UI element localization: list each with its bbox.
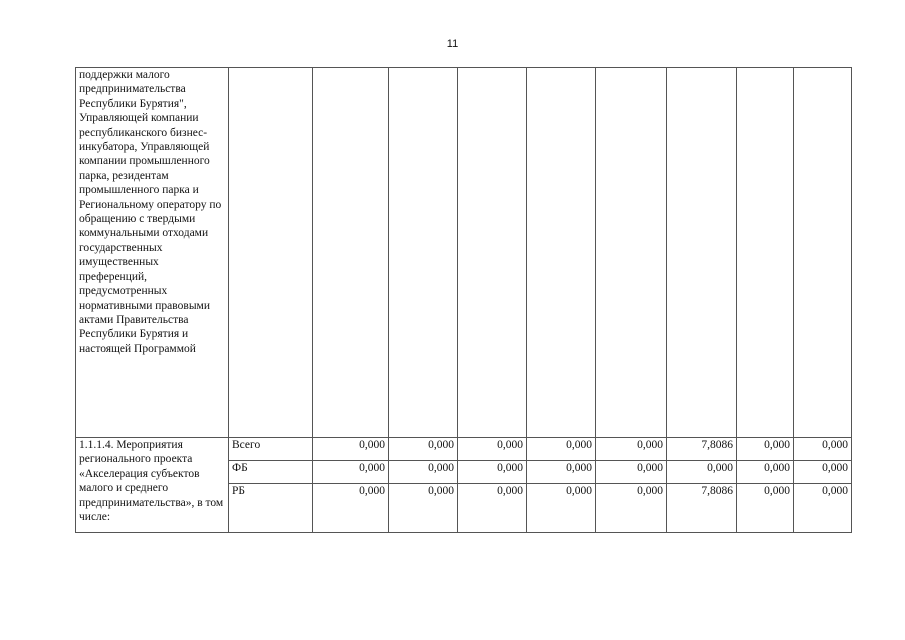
value-cell: 0,000	[313, 438, 389, 461]
empty-cell	[596, 68, 667, 438]
page-number: 11	[446, 38, 459, 50]
value-cell: 0,000	[596, 484, 667, 533]
empty-cell	[737, 68, 794, 438]
value-cell: 7,8086	[667, 484, 737, 533]
continuation-description: поддержки малого предпринимательства Республики Бурятия", Управляющей компании республиканского бизнес-инкубатора, Управляющей компании промышленного парка, резидентам промышленного парка и Региональному оператору по обращению с твердыми коммунальными отходами государственных имущественных преференций, предусмотренных нормативными правовыми актами Правительства Республики Бурятия и настоящей Программой	[76, 68, 229, 438]
value-cell: 0,000	[737, 438, 794, 461]
value-cell: 0,000	[737, 484, 794, 533]
empty-cell	[667, 68, 737, 438]
empty-cell	[794, 68, 852, 438]
funding-source: РБ	[229, 484, 313, 533]
value-cell: 0,000	[458, 461, 527, 484]
value-cell: 0,000	[794, 484, 852, 533]
empty-cell	[527, 68, 596, 438]
measure-description: 1.1.1.4. Мероприятия регионального проекта «Акселерация субъектов малого и среднего предпринимательства», в том числе:	[76, 438, 229, 533]
value-cell: 0,000	[596, 461, 667, 484]
table-row-total	[76, 438, 852, 461]
value-cell: 0,000	[389, 461, 458, 484]
value-cell: 0,000	[737, 461, 794, 484]
value-cell: 0,000	[527, 438, 596, 461]
funding-source: ФБ	[229, 461, 313, 484]
value-cell: 0,000	[527, 484, 596, 533]
table-row-continuation	[76, 68, 852, 438]
empty-cell	[229, 68, 313, 438]
empty-cell	[389, 68, 458, 438]
value-cell: 0,000	[313, 484, 389, 533]
value-cell: 0,000	[794, 438, 852, 461]
value-cell: 0,000	[458, 484, 527, 533]
value-cell: 0,000	[527, 461, 596, 484]
value-cell: 0,000	[667, 461, 737, 484]
value-cell: 0,000	[596, 438, 667, 461]
value-cell: 0,000	[458, 438, 527, 461]
value-cell: 0,000	[389, 438, 458, 461]
empty-cell	[313, 68, 389, 438]
value-cell: 0,000	[389, 484, 458, 533]
funding-source: Всего	[229, 438, 313, 461]
empty-cell	[458, 68, 527, 438]
budget-table	[75, 67, 852, 533]
value-cell: 0,000	[313, 461, 389, 484]
value-cell: 0,000	[794, 461, 852, 484]
value-cell: 7,8086	[667, 438, 737, 461]
